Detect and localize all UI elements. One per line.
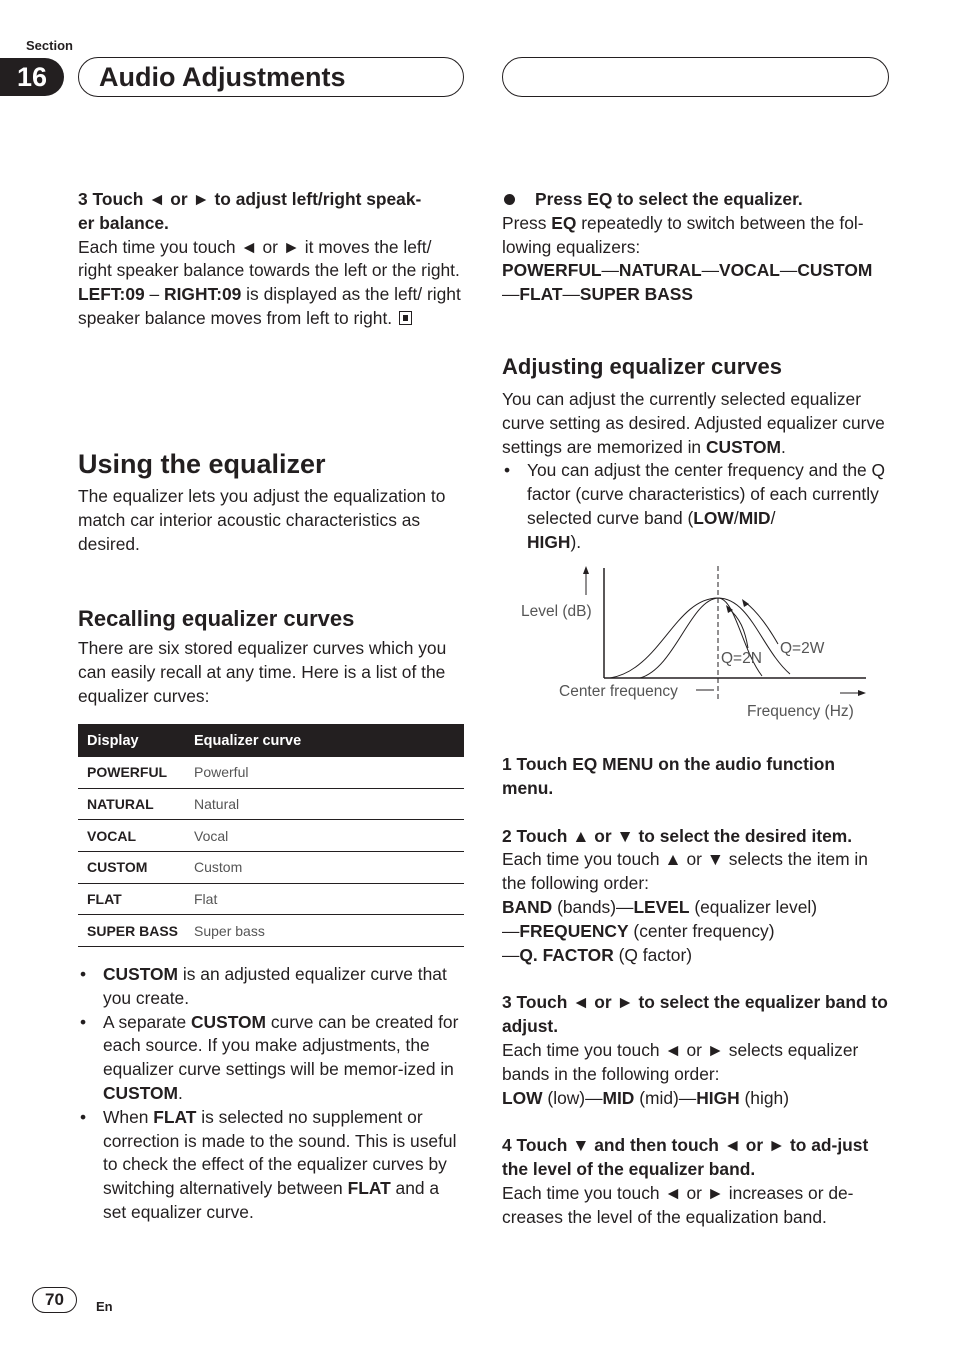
end-mark-icon bbox=[399, 311, 412, 325]
center-frequency-label: Center frequency bbox=[559, 683, 678, 700]
step3b-heading: 3 Touch ◄ or ► to select the equalizer band to adjust. bbox=[502, 992, 888, 1037]
table-cell: VOCAL bbox=[87, 827, 136, 844]
equalizer-table bbox=[78, 724, 464, 947]
step4-heading: 4 Touch ▼ and then touch ◄ or ► to ad-just the level of the equalizer band. bbox=[502, 1135, 869, 1180]
equalizer-section bbox=[78, 448, 466, 556]
table-header bbox=[78, 724, 464, 757]
recall-section bbox=[78, 605, 466, 708]
list-item: • A separate CUSTOM curve can be created for each source. If you make adjustments, the equalizer curve settings will be memor-ized in CUSTOM. bbox=[78, 1011, 466, 1106]
table-notes bbox=[78, 963, 466, 1225]
table-row bbox=[78, 820, 464, 852]
eq-heading: Using the equalizer bbox=[78, 449, 326, 479]
q2w-label: Q=2W bbox=[780, 640, 825, 657]
step1-heading: 1 Touch EQ MENU on the audio function menu. bbox=[502, 754, 835, 798]
steps-section bbox=[502, 753, 890, 1230]
step2-heading: 2 Touch ▲ or ▼ to select the desired item. bbox=[502, 825, 853, 846]
table-cell: Super bass bbox=[194, 922, 265, 939]
wide-q-curve bbox=[610, 598, 790, 678]
header-blank-pill bbox=[502, 57, 889, 97]
page-number: 70 bbox=[32, 1287, 77, 1313]
level-arrow-head bbox=[583, 566, 589, 574]
table-cell: Custom bbox=[194, 859, 243, 876]
step3-heading: 3 Touch ◄ or ► to adjust left/right speak- er balance. bbox=[78, 189, 422, 233]
table-row bbox=[78, 757, 464, 789]
step4-body: Each time you touch ◄ or ► increases or de-creases the level of the equalization band. bbox=[502, 1182, 854, 1227]
recall-intro: There are six stored equalizer curves which you can easily recall at any time. Here is a list of the equalizer curves: bbox=[78, 638, 447, 706]
table-row bbox=[78, 884, 464, 916]
step3-body: Each time you touch ◄ or ► it moves the left/ right speaker balance towards the left or the right. bbox=[78, 236, 460, 281]
frequency-label: Frequency (Hz) bbox=[747, 703, 854, 720]
table-cell: Flat bbox=[194, 891, 218, 908]
table-cell: Vocal bbox=[194, 827, 229, 844]
table-cell: NATURAL bbox=[87, 796, 154, 813]
adjust-heading: Adjusting equalizer curves bbox=[502, 354, 782, 379]
q2w-pointer bbox=[745, 602, 778, 644]
table-cell: Powerful bbox=[194, 764, 249, 781]
step3b-order: LOW (low)—MID (mid)—HIGH (high) bbox=[502, 1087, 789, 1108]
page-title: Audio Adjustments bbox=[78, 57, 464, 97]
section-label: Section bbox=[26, 38, 73, 53]
eq-intro: The equalizer lets you adjust the equalization to match car interior acoustic characteristics as desired. bbox=[78, 486, 446, 554]
table-row bbox=[78, 852, 464, 884]
table-cell: Natural bbox=[194, 796, 240, 813]
left-step3 bbox=[78, 188, 466, 331]
recall-heading: Recalling equalizer curves bbox=[78, 606, 355, 631]
table-header-display: Display bbox=[87, 732, 139, 749]
list-item: • CUSTOM is an adjusted equalizer curve that you create. bbox=[78, 963, 466, 1011]
bullet-dot-icon bbox=[504, 194, 515, 205]
table-row bbox=[78, 789, 464, 821]
frequency-arrow-head bbox=[858, 690, 866, 696]
step2-order: BAND (bands)—LEVEL (equalizer level) —FREQUENCY (center frequency) —Q. FACTOR (Q factor) bbox=[502, 896, 818, 965]
step3b-body: Each time you touch ◄ or ► selects equalizer bands in the following order: bbox=[502, 1039, 859, 1084]
list-item: • When FLAT is selected no supplement or correction is made to the sound. This is useful to check the effect of the equalizer curves by switching alternatively between FLAT and a set equalizer curve. bbox=[78, 1106, 466, 1225]
list-item: • You can adjust the center frequency and the Q factor (curve characteristics) of each currently selected curve band (LOW/MID/ HIGH). bbox=[502, 459, 890, 554]
section-number: 16 bbox=[0, 58, 64, 96]
table-cell: CUSTOM bbox=[87, 859, 148, 876]
language-label: En bbox=[96, 1299, 113, 1314]
table-cell: SUPER BASS bbox=[87, 922, 179, 939]
press-eq-body: Press EQ repeatedly to switch between the fol-lowing equalizers: bbox=[502, 212, 864, 257]
eq-sequence: POWERFUL—NATURAL—VOCAL—CUSTOM —FLAT—SUPER BASS bbox=[502, 260, 873, 305]
press-eq-section bbox=[502, 188, 890, 307]
table-cell: FLAT bbox=[87, 891, 122, 908]
step3-body2: LEFT:09 – RIGHT:09 is displayed as the left/ right speaker balance moves from left to right. bbox=[78, 284, 461, 328]
adjust-intro: You can adjust the currently selected equalizer curve setting as desired. Adjusted equalizer curve settings are memorized in CUSTOM. bbox=[502, 389, 885, 457]
press-eq-heading: Press EQ to select the equalizer. bbox=[502, 188, 890, 212]
step2-body: Each time you touch ▲ or ▼ selects the item in the following order: bbox=[502, 849, 868, 894]
table-cell: POWERFUL bbox=[87, 764, 168, 781]
q2w-pointer-head bbox=[742, 599, 749, 607]
adjust-section bbox=[502, 353, 890, 555]
table-header-curve: Equalizer curve bbox=[194, 732, 302, 749]
q2n-label: Q=2N bbox=[721, 650, 762, 667]
table-row bbox=[78, 915, 464, 947]
level-label: Level (dB) bbox=[521, 603, 592, 620]
